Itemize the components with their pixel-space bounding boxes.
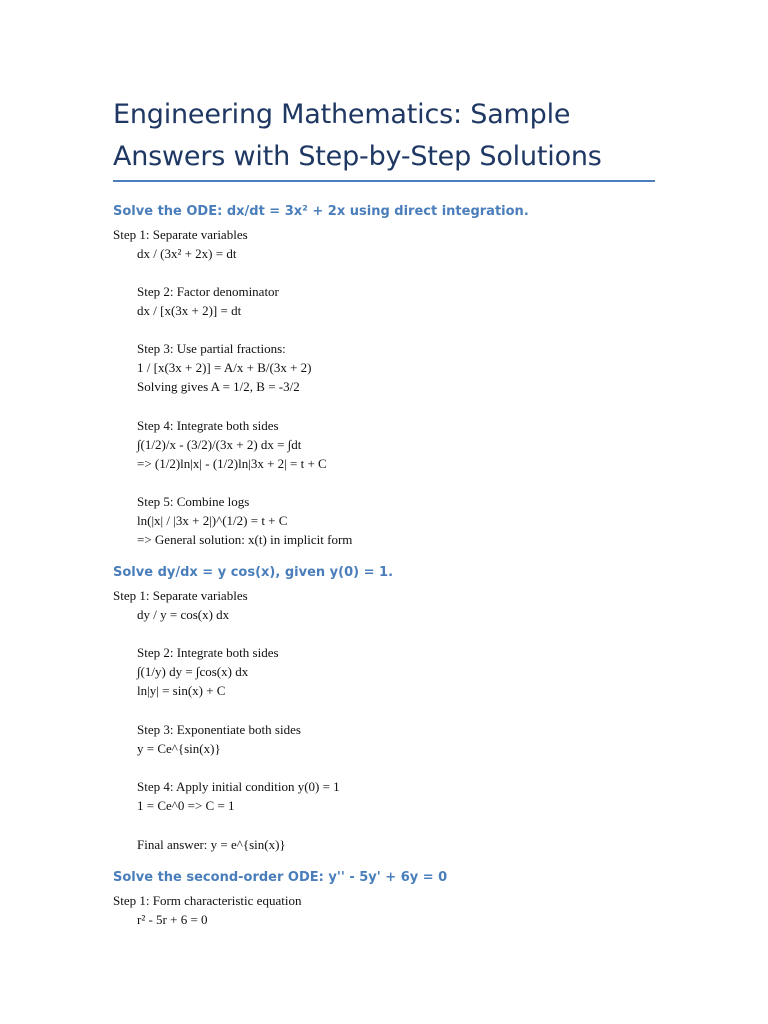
section-1-line-13: => General solution: x(t) in implicit form (137, 532, 353, 547)
section-1-line-8: Step 4: Integrate both sides (137, 418, 279, 433)
section-2-line-6: Step 3: Exponentiate both sides (137, 722, 301, 737)
section-3-line-1: Step 1: Form characteristic equation (113, 893, 302, 908)
section-1-line-5: Step 3: Use partial fractions: (137, 341, 286, 356)
section-2-line-8: Step 4: Apply initial condition y(0) = 1 (137, 779, 340, 794)
section-heading-1: Solve the ODE: dx/dt = 3x² + 2x using direct integration. (113, 204, 529, 219)
section-1-line-9: ∫(1/2)/x - (3/2)/(3x + 2) dx = ∫dt (137, 437, 302, 452)
section-1-line-12: ln(|x| / |3x + 2|)^(1/2) = t + C (137, 513, 288, 528)
section-2-line-2: dy / y = cos(x) dx (137, 607, 230, 622)
title-underline (113, 180, 655, 182)
section-2-line-4: ∫(1/y) dy = ∫cos(x) dx (137, 664, 249, 679)
section-2-line-9: 1 = Ce^0 => C = 1 (137, 798, 235, 813)
section-1-line-2: dx / (3x² + 2x) = dt (137, 246, 237, 261)
section-2-line-3: Step 2: Integrate both sides (137, 645, 279, 660)
document-title (113, 94, 673, 178)
section-2-line-1: Step 1: Separate variables (113, 588, 248, 603)
section-1-line-1: Step 1: Separate variables (113, 227, 248, 242)
section-1-line-10: => (1/2)ln|x| - (1/2)ln|3x + 2| = t + C (137, 456, 327, 471)
section-3-line-2: r² - 5r + 6 = 0 (137, 912, 208, 927)
title-line-2: Answers with Step-by-Step Solutions (113, 141, 602, 172)
section-1-line-7: Solving gives A = 1/2, B = -3/2 (137, 379, 300, 394)
section-1-line-11: Step 5: Combine logs (137, 494, 250, 509)
title-line-1: Engineering Mathematics: Sample (113, 99, 571, 130)
section-1-line-4: dx / [x(3x + 2)] = dt (137, 303, 242, 318)
section-2-line-7: y = Ce^{sin(x)} (137, 741, 221, 756)
section-1-line-3: Step 2: Factor denominator (137, 284, 279, 299)
section-2-line-10: Final answer: y = e^{sin(x)} (137, 837, 286, 852)
section-2-line-5: ln|y| = sin(x) + C (137, 683, 226, 698)
section-heading-2: Solve dy/dx = y cos(x), given y(0) = 1. (113, 565, 394, 580)
section-1-line-6: 1 / [x(3x + 2)] = A/x + B/(3x + 2) (137, 360, 312, 375)
section-heading-3: Solve the second-order ODE: y'' - 5y' + 6y = 0 (113, 870, 448, 885)
